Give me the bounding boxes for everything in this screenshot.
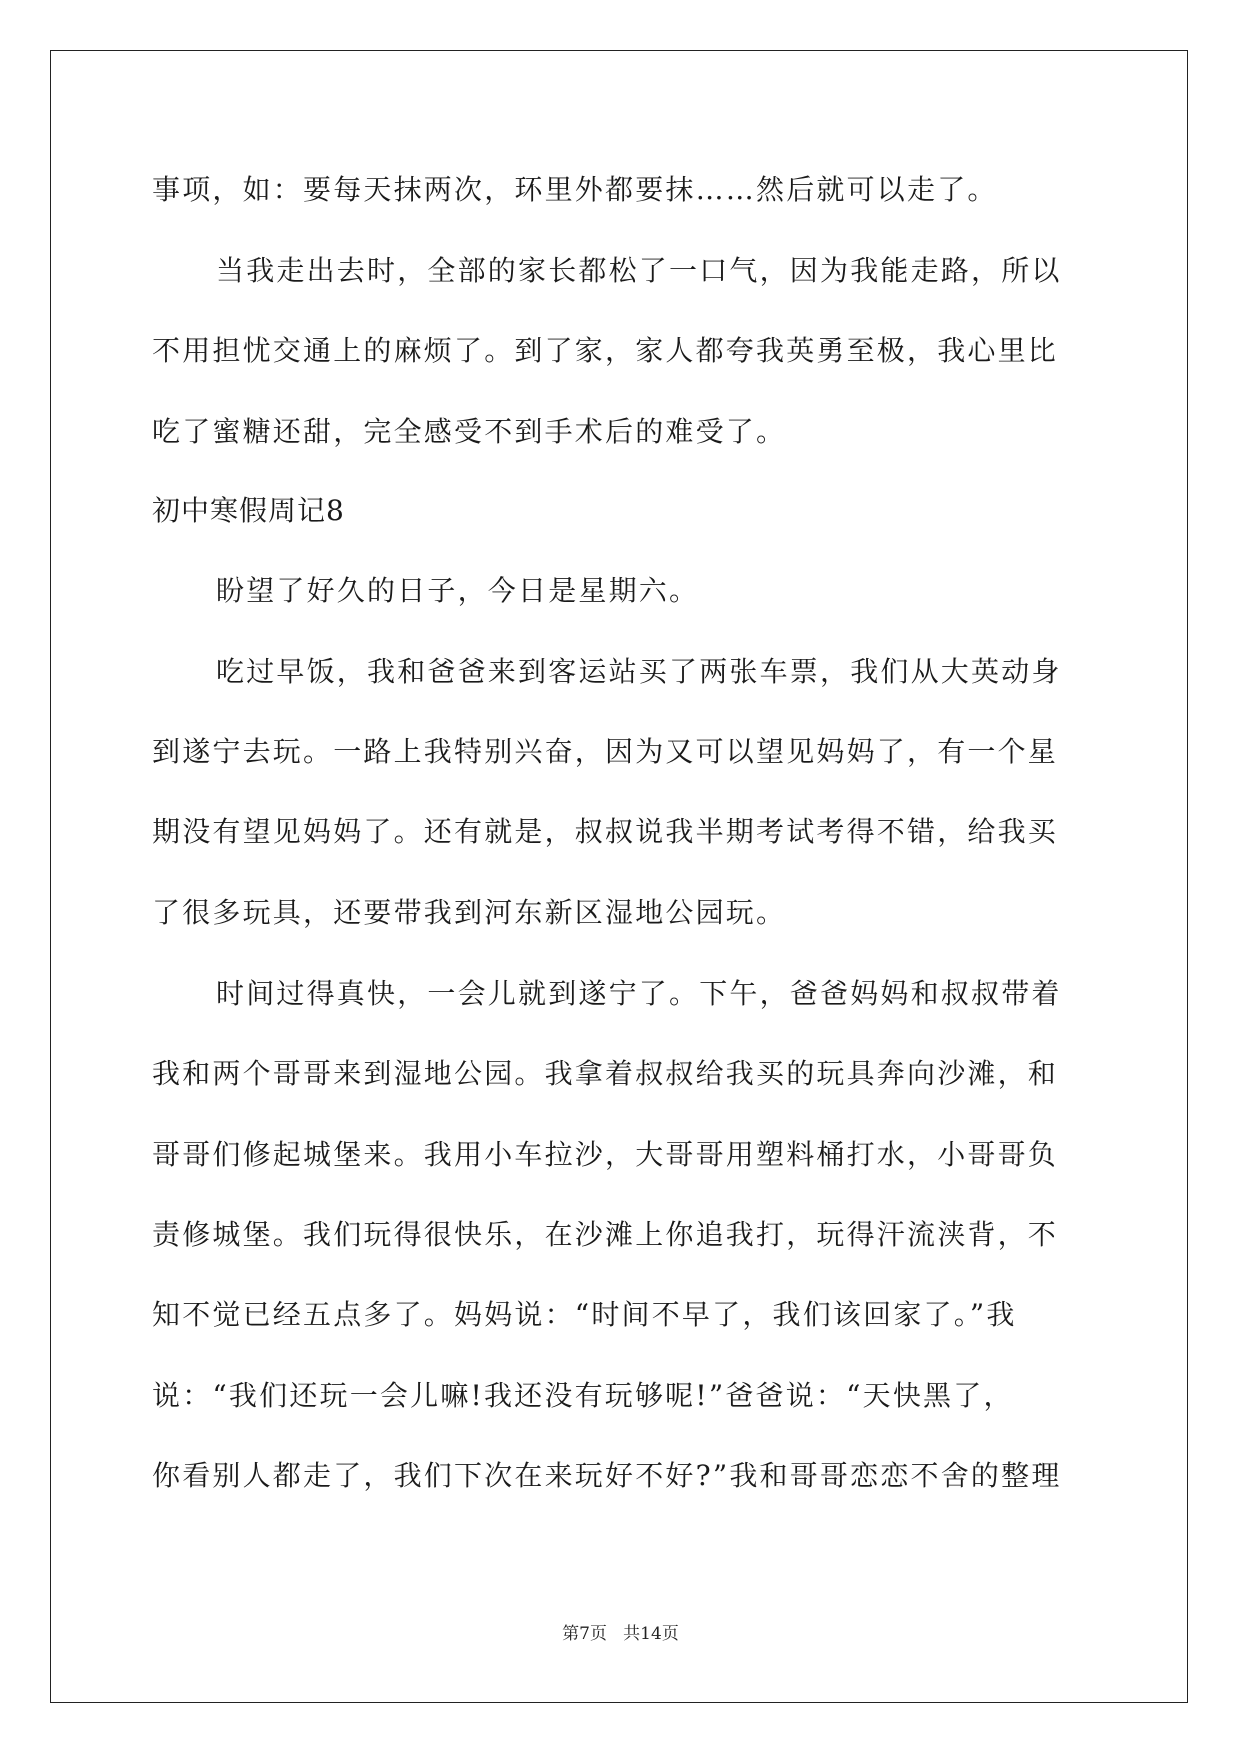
text-line: 说：“我们还玩一会儿嘛!我还没有玩够呢!”爸爸说：“天快黑了， — [152, 1379, 1014, 1412]
paragraph-first-line: 时间过得真快，一会儿就到遂宁了。下午，爸爸妈妈和叔叔带着 — [216, 977, 1062, 1010]
text-line: 事项，如：要每天抹两次，环里外都要抹……然后就可以走了。 — [152, 173, 998, 206]
section-heading: 初中寒假周记8 — [152, 494, 345, 527]
paragraph-first-line: 盼望了好久的日子，今日是星期六。 — [216, 574, 700, 607]
paragraph-first-line: 当我走出去时，全部的家长都松了一口气，因为我能走路，所以 — [216, 254, 1062, 287]
text-line: 了很多玩具，还要带我到河东新区湿地公园玩。 — [152, 896, 787, 929]
text-line: 吃了蜜糖还甜，完全感受不到手术后的难受了。 — [152, 415, 787, 448]
text-line: 到遂宁去玩。一路上我特别兴奋，因为又可以望见妈妈了，有一个星 — [152, 735, 1059, 768]
page-footer: 第7页 共14页 — [562, 1624, 679, 1644]
text-line: 知不觉已经五点多了。妈妈说：“时间不早了，我们该回家了。”我 — [152, 1298, 1017, 1331]
text-line: 期没有望见妈妈了。还有就是，叔叔说我半期考试考得不错，给我买 — [152, 815, 1059, 848]
text-line: 你看别人都走了，我们下次在来玩好不好?”我和哥哥恋恋不舍的整理 — [152, 1459, 1062, 1492]
text-line: 我和两个哥哥来到湿地公园。我拿着叔叔给我买的玩具奔向沙滩，和 — [152, 1057, 1059, 1090]
paragraph-first-line: 吃过早饭，我和爸爸来到客运站买了两张车票，我们从大英动身 — [216, 655, 1062, 688]
text-line: 责修城堡。我们玩得很快乐，在沙滩上你追我打，玩得汗流浃背，不 — [152, 1218, 1059, 1251]
text-line: 不用担忧交通上的麻烦了。到了家，家人都夸我英勇至极，我心里比 — [152, 334, 1059, 367]
text-line: 哥哥们修起城堡来。我用小车拉沙，大哥哥用塑料桶打水，小哥哥负 — [152, 1138, 1059, 1171]
